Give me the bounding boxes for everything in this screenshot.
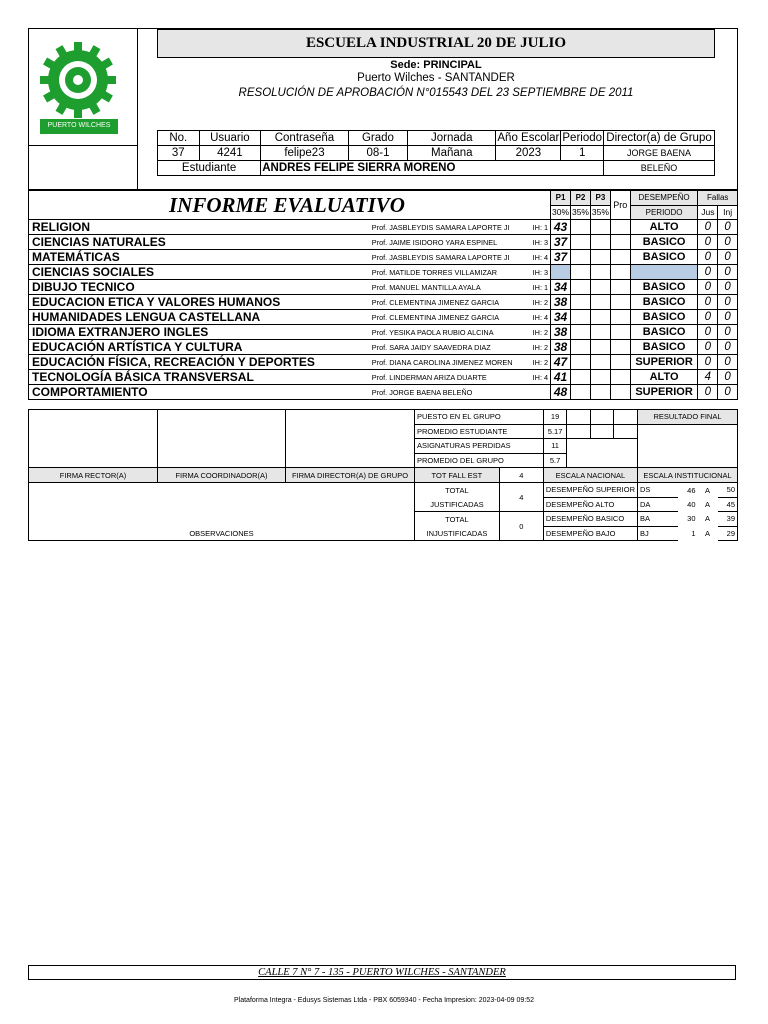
teacher-text: Prof. DIANA CAROLINA JIMENEZ MOREN — [371, 357, 513, 367]
fallas-jus: 0 — [698, 220, 718, 235]
desempeno: ALTO — [630, 220, 698, 235]
info-value-no: 37 — [158, 146, 200, 161]
school-sede: Sede: PRINCIPAL — [390, 59, 482, 71]
teacher-name — [370, 355, 551, 370]
intensity-hours: IH: 4 — [532, 313, 549, 323]
scale-nac-4: DESEMPEÑO BAJO — [543, 526, 637, 541]
logo-banner-text: PUERTO WILCHES — [47, 122, 111, 129]
intensity-hours: IH: 2 — [532, 358, 549, 368]
p3-grade — [590, 340, 610, 355]
puesto-value: 19 — [543, 410, 567, 425]
p2-grade — [571, 265, 591, 280]
desempeno: BASICO — [630, 325, 698, 340]
p2-grade — [571, 370, 591, 385]
subject-name: EDUCACION ETICA Y VALORES HUMANOS — [29, 295, 370, 310]
info-value-periodo: 1 — [561, 146, 604, 161]
info-value-director-2: BELEÑO — [604, 161, 715, 176]
subject-row — [29, 220, 738, 235]
teacher-name — [370, 310, 551, 325]
p3-grade — [590, 265, 610, 280]
pro-grade — [610, 280, 630, 295]
desempeno: BASICO — [630, 295, 698, 310]
injustificadas-value: 0 — [499, 512, 543, 541]
teacher-name — [370, 265, 551, 280]
teacher-name — [370, 220, 551, 235]
observaciones-label: OBSERVACIONES — [29, 526, 415, 541]
fallas-inj: 0 — [718, 250, 738, 265]
scale-code-3: BA — [638, 512, 678, 527]
teacher-text: Prof. MATILDE TORRES VILLAMIZAR — [371, 267, 498, 277]
fallas-jus: 0 — [698, 295, 718, 310]
observaciones-area — [29, 482, 415, 526]
p3-grade — [590, 385, 610, 400]
p3-weight: 35% — [590, 205, 610, 220]
subject-name: IDIOMA EXTRANJERO INGLES — [29, 325, 370, 340]
pro-grade — [610, 220, 630, 235]
scale-max-3: 39 — [718, 512, 738, 527]
desempeno: BASICO — [630, 235, 698, 250]
p3-header: P3 — [590, 191, 610, 206]
teacher-text: Prof. CLEMENTINA JIMENEZ GARCIA — [371, 297, 500, 307]
subject-name: DIBUJO TECNICO — [29, 280, 370, 295]
summary-blank — [567, 453, 638, 468]
injustificadas-label: INJUSTIFICADAS — [415, 526, 500, 541]
p3-grade — [590, 370, 610, 385]
p3-grade — [590, 310, 610, 325]
p3-grade — [590, 295, 610, 310]
periodo-header: PERIODO — [630, 205, 698, 220]
info-header-director: Director(a) de Grupo — [604, 131, 715, 146]
subject-row — [29, 250, 738, 265]
desempeno: BASICO — [630, 340, 698, 355]
scale-nac-3: DESEMPEÑO BASICO — [543, 512, 637, 527]
subject-name: TECNOLOGÍA BÁSICA TRANSVERSAL — [29, 370, 370, 385]
logo-cell — [28, 28, 138, 146]
scale-a-2: A — [704, 499, 710, 509]
p2-grade — [571, 385, 591, 400]
p2-grade — [571, 310, 591, 325]
escala-institucional-label: ESCALA INSTITUCIONAL — [638, 468, 738, 483]
info-value-director-1: JORGE BAENA — [604, 146, 715, 161]
subject-name: RELIGION — [29, 220, 370, 235]
scale-max-4: 29 — [718, 526, 738, 541]
fallas-jus: 0 — [698, 250, 718, 265]
perdidas-value: 11 — [543, 439, 567, 454]
desempeno: ALTO — [630, 370, 698, 385]
subject-row — [29, 265, 738, 280]
scale-a-4: A — [704, 529, 710, 539]
subject-rows — [29, 220, 738, 400]
summary-blank — [567, 410, 591, 425]
info-header-grado: Grado — [348, 131, 408, 146]
subject-name: CIENCIAS NATURALES — [29, 235, 370, 250]
inj-header: Inj — [718, 205, 738, 220]
teacher-text: Prof. JAIME ISIDORO YARA ESPINEL — [371, 237, 498, 247]
subject-row — [29, 355, 738, 370]
p1-grade: 38 — [551, 295, 571, 310]
fallas-inj: 0 — [718, 220, 738, 235]
fallas-jus: 0 — [698, 310, 718, 325]
desempeno: BASICO — [630, 310, 698, 325]
fallas-inj: 0 — [718, 265, 738, 280]
p3-grade — [590, 235, 610, 250]
teacher-name — [370, 325, 551, 340]
desempeno-header: DESEMPEÑO — [630, 191, 698, 206]
p3-grade — [590, 280, 610, 295]
fallas-inj: 0 — [718, 385, 738, 400]
intensity-hours: IH: 3 — [532, 268, 549, 278]
fallas-jus: 0 — [698, 385, 718, 400]
subject-row — [29, 325, 738, 340]
fallas-inj: 0 — [718, 325, 738, 340]
p3-grade — [590, 325, 610, 340]
scale-a-3: A — [704, 514, 710, 524]
logo-spacer — [28, 146, 138, 190]
p1-grade: 41 — [551, 370, 571, 385]
prom-grupo-label: PROMEDIO DEL GRUPO — [415, 453, 544, 468]
p1-grade: 48 — [551, 385, 571, 400]
fallas-inj: 0 — [718, 295, 738, 310]
scale-code-4: BJ — [638, 526, 678, 541]
p2-weight: 35% — [571, 205, 591, 220]
scale-max-1: 50 — [718, 482, 738, 497]
subject-row — [29, 370, 738, 385]
scale-min-3: 30 — [687, 514, 696, 524]
p1-grade: 38 — [551, 325, 571, 340]
justificadas-value: 4 — [499, 482, 543, 511]
p2-grade — [571, 250, 591, 265]
p2-header: P2 — [571, 191, 591, 206]
scale-max-2: 45 — [718, 497, 738, 512]
subject-name: EDUCACIÓN FÍSICA, RECREACIÓN Y DEPORTES — [29, 355, 370, 370]
info-header-periodo: Periodo — [562, 132, 603, 144]
teacher-text: Prof. JASBLEYDIS SAMARA LAPORTE JI — [371, 222, 510, 232]
summary-row-5 — [29, 468, 738, 483]
teacher-name — [370, 280, 551, 295]
intensity-hours: IH: 3 — [532, 238, 549, 248]
p1-grade: 47 — [551, 355, 571, 370]
pro-grade — [610, 370, 630, 385]
scale-min-2: 40 — [687, 499, 696, 509]
intensity-hours: IH: 1 — [532, 223, 549, 233]
desempeno — [630, 265, 698, 280]
fallas-jus: 0 — [698, 355, 718, 370]
desempeno: SUPERIOR — [630, 385, 698, 400]
p2-grade — [571, 340, 591, 355]
school-resolution: RESOLUCIÓN DE APROBACIÓN N°015543 DEL 23 SEPTIEMBRE DE 2011 — [238, 87, 634, 99]
fallas-jus: 4 — [698, 370, 718, 385]
intensity-hours: IH: 4 — [532, 373, 549, 383]
pro-grade — [610, 355, 630, 370]
director-sign-area — [286, 410, 415, 468]
info-header-no: No. — [158, 131, 200, 146]
tot-fall-value: 4 — [499, 468, 543, 483]
justificadas-label: JUSTIFICADAS — [415, 497, 500, 512]
fallas-jus: 0 — [698, 325, 718, 340]
school-location: Puerto Wilches - SANTANDER — [357, 72, 515, 84]
fallas-jus: 0 — [698, 235, 718, 250]
total-label-2: TOTAL — [415, 512, 500, 527]
jus-header: Jus — [698, 205, 718, 220]
intensity-hours: IH: 2 — [532, 298, 549, 308]
summary-blank — [567, 424, 591, 439]
intensity-hours: IH: 1 — [532, 283, 549, 293]
desempeno: SUPERIOR — [630, 355, 698, 370]
firma-rector: FIRMA RECTOR(A) — [29, 468, 158, 483]
info-value-grado: 08-1 — [348, 146, 408, 161]
subject-name: EDUCACIÓN ARTÍSTICA Y CULTURA — [29, 340, 370, 355]
prom-est-label: PROMEDIO ESTUDIANTE — [415, 424, 544, 439]
teacher-name — [370, 340, 551, 355]
summary-blank — [590, 424, 614, 439]
grades-header-row-1 — [29, 191, 738, 206]
puesto-label: PUESTO EN EL GRUPO — [415, 410, 544, 425]
student-info-value-row — [158, 146, 715, 161]
info-value-usuario: 4241 — [199, 146, 261, 161]
fallas-inj: 0 — [718, 310, 738, 325]
coord-sign-area — [158, 410, 286, 468]
firma-coordinador: FIRMA COORDINADOR(A) — [158, 468, 286, 483]
p1-grade: 34 — [551, 310, 571, 325]
subject-row — [29, 280, 738, 295]
info-value-contrasena: felipe23 — [261, 146, 349, 161]
fallas-inj: 0 — [718, 235, 738, 250]
student-name: ANDRES FELIPE SIERRA MORENO — [261, 161, 604, 176]
fallas-inj: 0 — [718, 280, 738, 295]
scale-nac-2: DESEMPEÑO ALTO — [543, 497, 637, 512]
pro-grade — [610, 325, 630, 340]
teacher-text: Prof. CLEMENTINA JIMENEZ GARCIA — [371, 312, 500, 322]
tot-fall-label: TOT FALL EST — [415, 468, 500, 483]
teacher-text: Prof. JORGE BAENA BELEÑO — [371, 387, 473, 397]
desempeno: BASICO — [630, 250, 698, 265]
summary-row-6 — [29, 482, 738, 497]
info-header-jornada: Jornada — [408, 131, 496, 146]
platform-info: Plataforma Integra - Edusys Sistemas Ltda - PBX 6059340 - Fecha Impresion: 2023-04-09 09:52 — [234, 997, 534, 1004]
p3-grade — [590, 355, 610, 370]
teacher-text: Prof. MANUEL MANTILLA AYALA — [371, 282, 481, 292]
grades-table — [28, 190, 738, 400]
p1-grade: 43 — [551, 220, 571, 235]
summary-blank — [567, 439, 638, 454]
scale-code-2: DA — [638, 497, 678, 512]
info-header-ano: Año Escolar — [497, 132, 560, 144]
scale-code-1: DS — [638, 482, 678, 497]
fallas-jus: 0 — [698, 265, 718, 280]
p2-grade — [571, 280, 591, 295]
p1-grade — [551, 265, 571, 280]
summary-row-1 — [29, 410, 738, 425]
resultado-final-area — [638, 424, 738, 468]
desempeno: BASICO — [630, 280, 698, 295]
p2-grade — [571, 295, 591, 310]
teacher-name — [370, 385, 551, 400]
total-label-1: TOTAL — [415, 482, 500, 497]
rector-sign-area — [29, 410, 158, 468]
pro-grade — [610, 235, 630, 250]
student-name-row — [158, 161, 715, 176]
student-info-header-row — [158, 131, 715, 146]
p1-header: P1 — [551, 191, 571, 206]
firma-director: FIRMA DIRECTOR(A) DE GRUPO — [286, 468, 415, 483]
p3-grade — [590, 250, 610, 265]
fallas-jus: 0 — [698, 280, 718, 295]
report-title: INFORME EVALUATIVO — [29, 191, 551, 220]
teacher-name — [370, 295, 551, 310]
p2-grade — [571, 325, 591, 340]
perdidas-label: ASIGNATURAS PERDIDAS — [415, 439, 544, 454]
scale-a-1: A — [704, 485, 710, 495]
info-header-contrasena: Contraseña — [261, 131, 349, 146]
subject-row — [29, 295, 738, 310]
pro-grade — [610, 250, 630, 265]
pro-grade — [610, 385, 630, 400]
subject-name: HUMANIDADES LENGUA CASTELLANA — [29, 310, 370, 325]
school-name: ESCUELA INDUSTRIAL 20 DE JULIO — [157, 29, 715, 58]
teacher-name — [370, 250, 551, 265]
student-info-table — [157, 130, 715, 176]
teacher-name — [370, 235, 551, 250]
p3-grade — [590, 220, 610, 235]
scale-min-1: 46 — [687, 485, 696, 495]
p1-grade: 38 — [551, 340, 571, 355]
scale-nac-1: DESEMPEÑO SUPERIOR — [543, 482, 637, 497]
p1-grade: 34 — [551, 280, 571, 295]
subject-name: MATEMÁTICAS — [29, 250, 370, 265]
p1-grade: 37 — [551, 250, 571, 265]
prom-grupo-value: 5.7 — [543, 453, 567, 468]
pro-grade — [610, 265, 630, 280]
teacher-text: Prof. YESIKA PAOLA RUBIO ALCINA — [371, 327, 494, 337]
pro-grade — [610, 295, 630, 310]
info-value-ano: 2023 — [496, 146, 561, 161]
prom-est-value: 5.17 — [543, 424, 567, 439]
p2-grade — [571, 220, 591, 235]
p2-grade — [571, 235, 591, 250]
fallas-inj: 0 — [718, 370, 738, 385]
subject-name: COMPORTAMIENTO — [29, 385, 370, 400]
pro-header: Pro — [610, 191, 630, 220]
pro-grade — [610, 340, 630, 355]
subject-row — [29, 385, 738, 400]
summary-table — [28, 409, 738, 541]
summary-blank — [590, 410, 614, 425]
fallas-inj: 0 — [718, 340, 738, 355]
fallas-jus: 0 — [698, 340, 718, 355]
teacher-name — [370, 370, 551, 385]
footer-address: CALLE 7 N° 7 - 135 - PUERTO WILCHES - SANTANDER — [28, 965, 736, 980]
pro-grade — [610, 310, 630, 325]
info-header-usuario: Usuario — [199, 131, 261, 146]
subject-name: CIENCIAS SOCIALES — [29, 265, 370, 280]
summary-row-9 — [29, 526, 738, 541]
info-value-jornada: Mañana — [408, 146, 496, 161]
subject-row — [29, 340, 738, 355]
escala-nacional-label: ESCALA NACIONAL — [543, 468, 637, 483]
summary-blank — [614, 424, 638, 439]
intensity-hours: IH: 4 — [532, 253, 549, 263]
p1-weight: 30% — [551, 205, 571, 220]
resultado-final-label: RESULTADO FINAL — [638, 410, 738, 425]
intensity-hours: IH: 2 — [532, 343, 549, 353]
fallas-header: Fallas — [698, 191, 738, 206]
p2-grade — [571, 355, 591, 370]
p1-grade: 37 — [551, 235, 571, 250]
teacher-text: Prof. LINDERMAN ARIZA DUARTE — [371, 372, 487, 382]
subject-row — [29, 310, 738, 325]
subject-row — [29, 235, 738, 250]
student-label: Estudiante — [158, 161, 261, 176]
fallas-inj: 0 — [718, 355, 738, 370]
teacher-text: Prof. SARA JAIDY SAAVEDRA DIAZ — [371, 342, 491, 352]
summary-blank — [614, 410, 638, 425]
scale-min-4: 1 — [691, 529, 696, 539]
intensity-hours: IH: 2 — [532, 328, 549, 338]
teacher-text: Prof. JASBLEYDIS SAMARA LAPORTE JI — [371, 252, 510, 262]
